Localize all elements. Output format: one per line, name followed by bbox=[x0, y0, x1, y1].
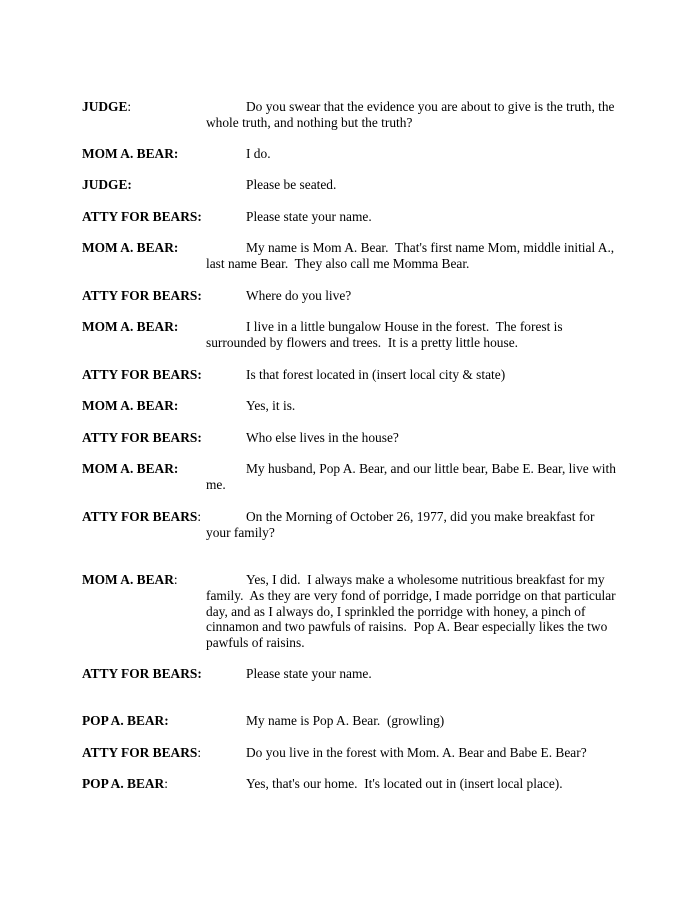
testimony-text: Do you swear that the evidence you are about to give is the truth, the whole truth, and nothing but the truth? bbox=[206, 99, 618, 130]
speaker-label bbox=[82, 177, 132, 193]
speaker-colon: : bbox=[197, 367, 202, 382]
speaker-label bbox=[82, 319, 178, 335]
speaker-name: ATTY FOR BEARS bbox=[82, 288, 198, 303]
speaker-colon: : bbox=[173, 319, 179, 334]
speaker-colon: : bbox=[127, 177, 132, 192]
transcript-entry bbox=[82, 240, 622, 272]
speaker-colon: : bbox=[173, 461, 179, 476]
speaker-name: MOM A. BEAR bbox=[82, 146, 174, 161]
speaker-name: JUDGE bbox=[82, 177, 128, 192]
transcript-entry bbox=[82, 572, 622, 651]
testimony-text: Is that forest located in (insert local city & state) bbox=[246, 367, 506, 382]
transcript-entry bbox=[82, 666, 622, 682]
speaker-name: JUDGE bbox=[82, 99, 128, 114]
speaker-label bbox=[82, 398, 178, 414]
speaker-colon: : bbox=[197, 288, 202, 303]
transcript-entry bbox=[82, 776, 622, 792]
speaker-colon: : bbox=[173, 572, 178, 587]
testimony-text: Yes, that's our home. It's located out in (insert local place). bbox=[246, 776, 563, 791]
testimony-text: On the Morning of October 26, 1977, did you make breakfast for your family? bbox=[206, 509, 598, 540]
testimony-text: Yes, it is. bbox=[246, 398, 296, 413]
speaker-label bbox=[82, 99, 131, 115]
speaker-colon: : bbox=[197, 209, 202, 224]
testimony-text: My husband, Pop A. Bear, and our little bear, Babe E. Bear, live with me. bbox=[206, 461, 620, 492]
transcript-entry bbox=[82, 713, 622, 729]
speaker-name: POP A. BEAR bbox=[82, 776, 165, 791]
transcript-entry bbox=[82, 745, 622, 761]
speaker-label bbox=[82, 461, 178, 477]
transcript-entry bbox=[82, 177, 622, 193]
speaker-name: ATTY FOR BEARS bbox=[82, 367, 198, 382]
transcript-entry bbox=[82, 430, 622, 446]
speaker-name: ATTY FOR BEARS bbox=[82, 666, 198, 681]
speaker-name: POP A. BEAR bbox=[82, 713, 165, 728]
speaker-colon: : bbox=[197, 509, 202, 524]
testimony-text: My name is Pop A. Bear. (growling) bbox=[246, 713, 445, 728]
speaker-label bbox=[82, 713, 169, 729]
speaker-colon: : bbox=[197, 745, 202, 760]
transcript-entry bbox=[82, 319, 622, 351]
speaker-label bbox=[82, 745, 201, 761]
speaker-name: MOM A. BEAR bbox=[82, 240, 174, 255]
speaker-colon: : bbox=[197, 666, 202, 681]
testimony-text: Please state your name. bbox=[246, 209, 372, 224]
testimony-text: Who else lives in the house? bbox=[246, 430, 399, 445]
testimony-text: I do. bbox=[246, 146, 271, 161]
testimony-text: Do you live in the forest with Mom. A. Bear and Babe E. Bear? bbox=[246, 745, 587, 760]
speaker-name: MOM A. BEAR bbox=[82, 319, 174, 334]
speaker-label bbox=[82, 776, 168, 792]
speaker-name: ATTY FOR BEARS bbox=[82, 745, 198, 760]
speaker-colon: : bbox=[173, 240, 179, 255]
speaker-label bbox=[82, 288, 202, 304]
speaker-name: ATTY FOR BEARS bbox=[82, 209, 198, 224]
testimony-text: Where do you live? bbox=[246, 288, 352, 303]
speaker-colon: : bbox=[127, 99, 132, 114]
testimony-text: Please state your name. bbox=[246, 666, 372, 681]
speaker-label bbox=[82, 430, 202, 446]
speaker-label bbox=[82, 572, 178, 588]
speaker-colon: : bbox=[164, 776, 168, 791]
speaker-name: MOM A. BEAR bbox=[82, 572, 174, 587]
speaker-colon: : bbox=[164, 713, 169, 728]
speaker-label bbox=[82, 146, 178, 162]
transcript-entry bbox=[82, 99, 622, 131]
testimony-text: My name is Mom A. Bear. That's first name Mom, middle initial A., last name Bear. They also call me Momma Bear. bbox=[206, 240, 618, 271]
speaker-label bbox=[82, 509, 201, 525]
speaker-name: ATTY FOR BEARS bbox=[82, 509, 198, 524]
speaker-name: ATTY FOR BEARS bbox=[82, 430, 198, 445]
transcript-entry bbox=[82, 509, 622, 541]
speaker-label bbox=[82, 367, 202, 383]
speaker-colon: : bbox=[197, 430, 202, 445]
speaker-colon: : bbox=[173, 146, 179, 161]
testimony-text: Please be seated. bbox=[246, 177, 337, 192]
testimony-text: Yes, I did. I always make a wholesome nutritious breakfast for my family. As they are very fond of porridge, I made porridge on that particular day, and as I always do, I sprinkled the porridge with honey, a pinch of cinnamon and two pawfuls of raisins. Pop A. Bear especially likes the two pawfuls of raisins. bbox=[206, 572, 619, 651]
speaker-label bbox=[82, 240, 178, 256]
speaker-label bbox=[82, 209, 202, 225]
transcript-entry bbox=[82, 461, 622, 493]
speaker-label bbox=[82, 666, 202, 682]
speaker-name: MOM A. BEAR bbox=[82, 398, 174, 413]
transcript-entry bbox=[82, 288, 622, 304]
speaker-name: MOM A. BEAR bbox=[82, 461, 174, 476]
transcript-entry bbox=[82, 209, 622, 225]
speaker-colon: : bbox=[173, 398, 179, 413]
transcript-entry bbox=[82, 367, 622, 383]
transcript-entry bbox=[82, 146, 622, 162]
transcript-entry bbox=[82, 398, 622, 414]
testimony-text: I live in a little bungalow House in the forest. The forest is surrounded by flowers and trees. It is a pretty little house. bbox=[206, 319, 566, 350]
